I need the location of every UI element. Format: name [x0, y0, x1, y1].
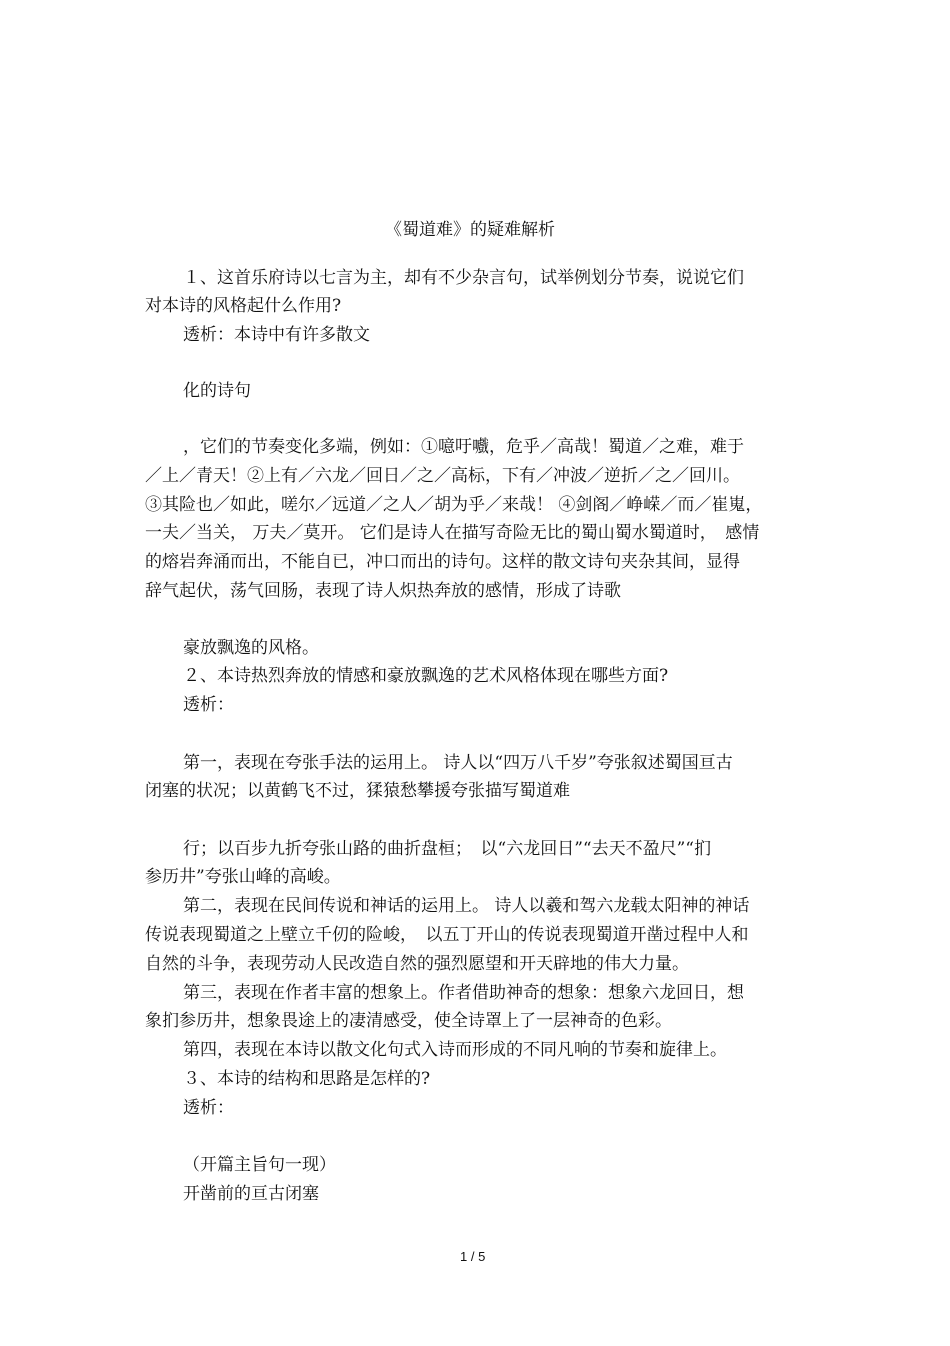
paragraph-line: 开凿前的亘古闭塞 — [183, 1184, 319, 1204]
paragraph-line: 象扪参历井，想象畏途上的凄清感受，使全诗罩上了一层神奇的色彩。 — [145, 1011, 672, 1031]
paragraph-line: 豪放飘逸的风格。 — [183, 638, 319, 658]
paragraph-line: 的熔岩奔涌而出，不能自已，冲口而出的诗句。这样的散文诗句夹杂其间，显得 — [145, 552, 740, 572]
paragraph-line: 闭塞的状况；以黄鹤飞不过，猱猿愁攀援夸张描写蜀道难 — [145, 781, 570, 801]
paragraph-line: 自然的斗争，表现劳动人民改造自然的强烈愿望和开天辟地的伟大力量。 — [145, 954, 689, 974]
paragraph-line: 一夫／当关， 万夫／莫开。 它们是诗人在描写奇险无比的蜀山蜀水蜀道时， 感情 — [145, 523, 760, 543]
paragraph-line: 第三，表现在作者丰富的想象上。作者借助神奇的想象：想象六龙回日，想 — [183, 983, 744, 1003]
document-title: 《蜀道难》的疑难解析 — [385, 220, 555, 240]
paragraph-line: 对本诗的风格起什么作用? — [145, 296, 342, 316]
paragraph-line: 透析： — [183, 1098, 234, 1118]
paragraph-line: 辞气起伏，荡气回肠，表现了诗人炽热奔放的感情，形成了诗歌 — [145, 581, 621, 601]
question-heading: ３、本诗的结构和思路是怎样的? — [183, 1069, 431, 1089]
paragraph-line: １、这首乐府诗以七言为主，却有不少杂言句，试举例划分节奏，说说它们 — [183, 268, 744, 288]
paragraph-line: ③其险也／如此，嗟尔／远道／之人／胡为乎／来哉！ ④剑阁／峥嵘／而／崔嵬， — [145, 495, 763, 515]
paragraph-line: 第二，表现在民间传说和神话的运用上。 诗人以羲和驾六龙载太阳神的神话 — [183, 896, 750, 916]
paragraph-line: 传说表现蜀道之上壁立千仞的险峻， 以五丁开山的传说表现蜀道开凿过程中人和 — [145, 925, 749, 945]
paragraph-line: （开篇主旨句一现） — [183, 1155, 336, 1175]
paragraph-line: ，它们的节奏变化多端，例如：①噫吁嚱，危乎／高哉！蜀道／之难，难于 — [183, 437, 744, 457]
paragraph-line: 参历井”夸张山峰的高峻。 — [145, 867, 341, 887]
paragraph-line: ／上／青天！②上有／六龙／回日／之／高标，下有／冲波／逆折／之／回川。 — [145, 466, 740, 486]
page-number: 1 / 5 — [460, 1249, 486, 1264]
paragraph-line: 透析： — [183, 695, 234, 715]
question-heading: ２、本诗热烈奔放的情感和豪放飘逸的艺术风格体现在哪些方面? — [183, 666, 669, 686]
paragraph-line: 透析：本诗中有许多散文 — [183, 325, 370, 345]
paragraph-line: 行；以百步九折夸张山路的曲折盘桓； 以“六龙回日”“去天不盈尺”“扪 — [183, 839, 711, 859]
paragraph-line: 化的诗句 — [183, 381, 251, 401]
paragraph-line: 第一，表现在夸张手法的运用上。 诗人以“四万八千岁”夸张叙述蜀国亘古 — [183, 753, 733, 773]
paragraph-line: 第四，表现在本诗以散文化句式入诗而形成的不同凡响的节奏和旋律上。 — [183, 1040, 727, 1060]
